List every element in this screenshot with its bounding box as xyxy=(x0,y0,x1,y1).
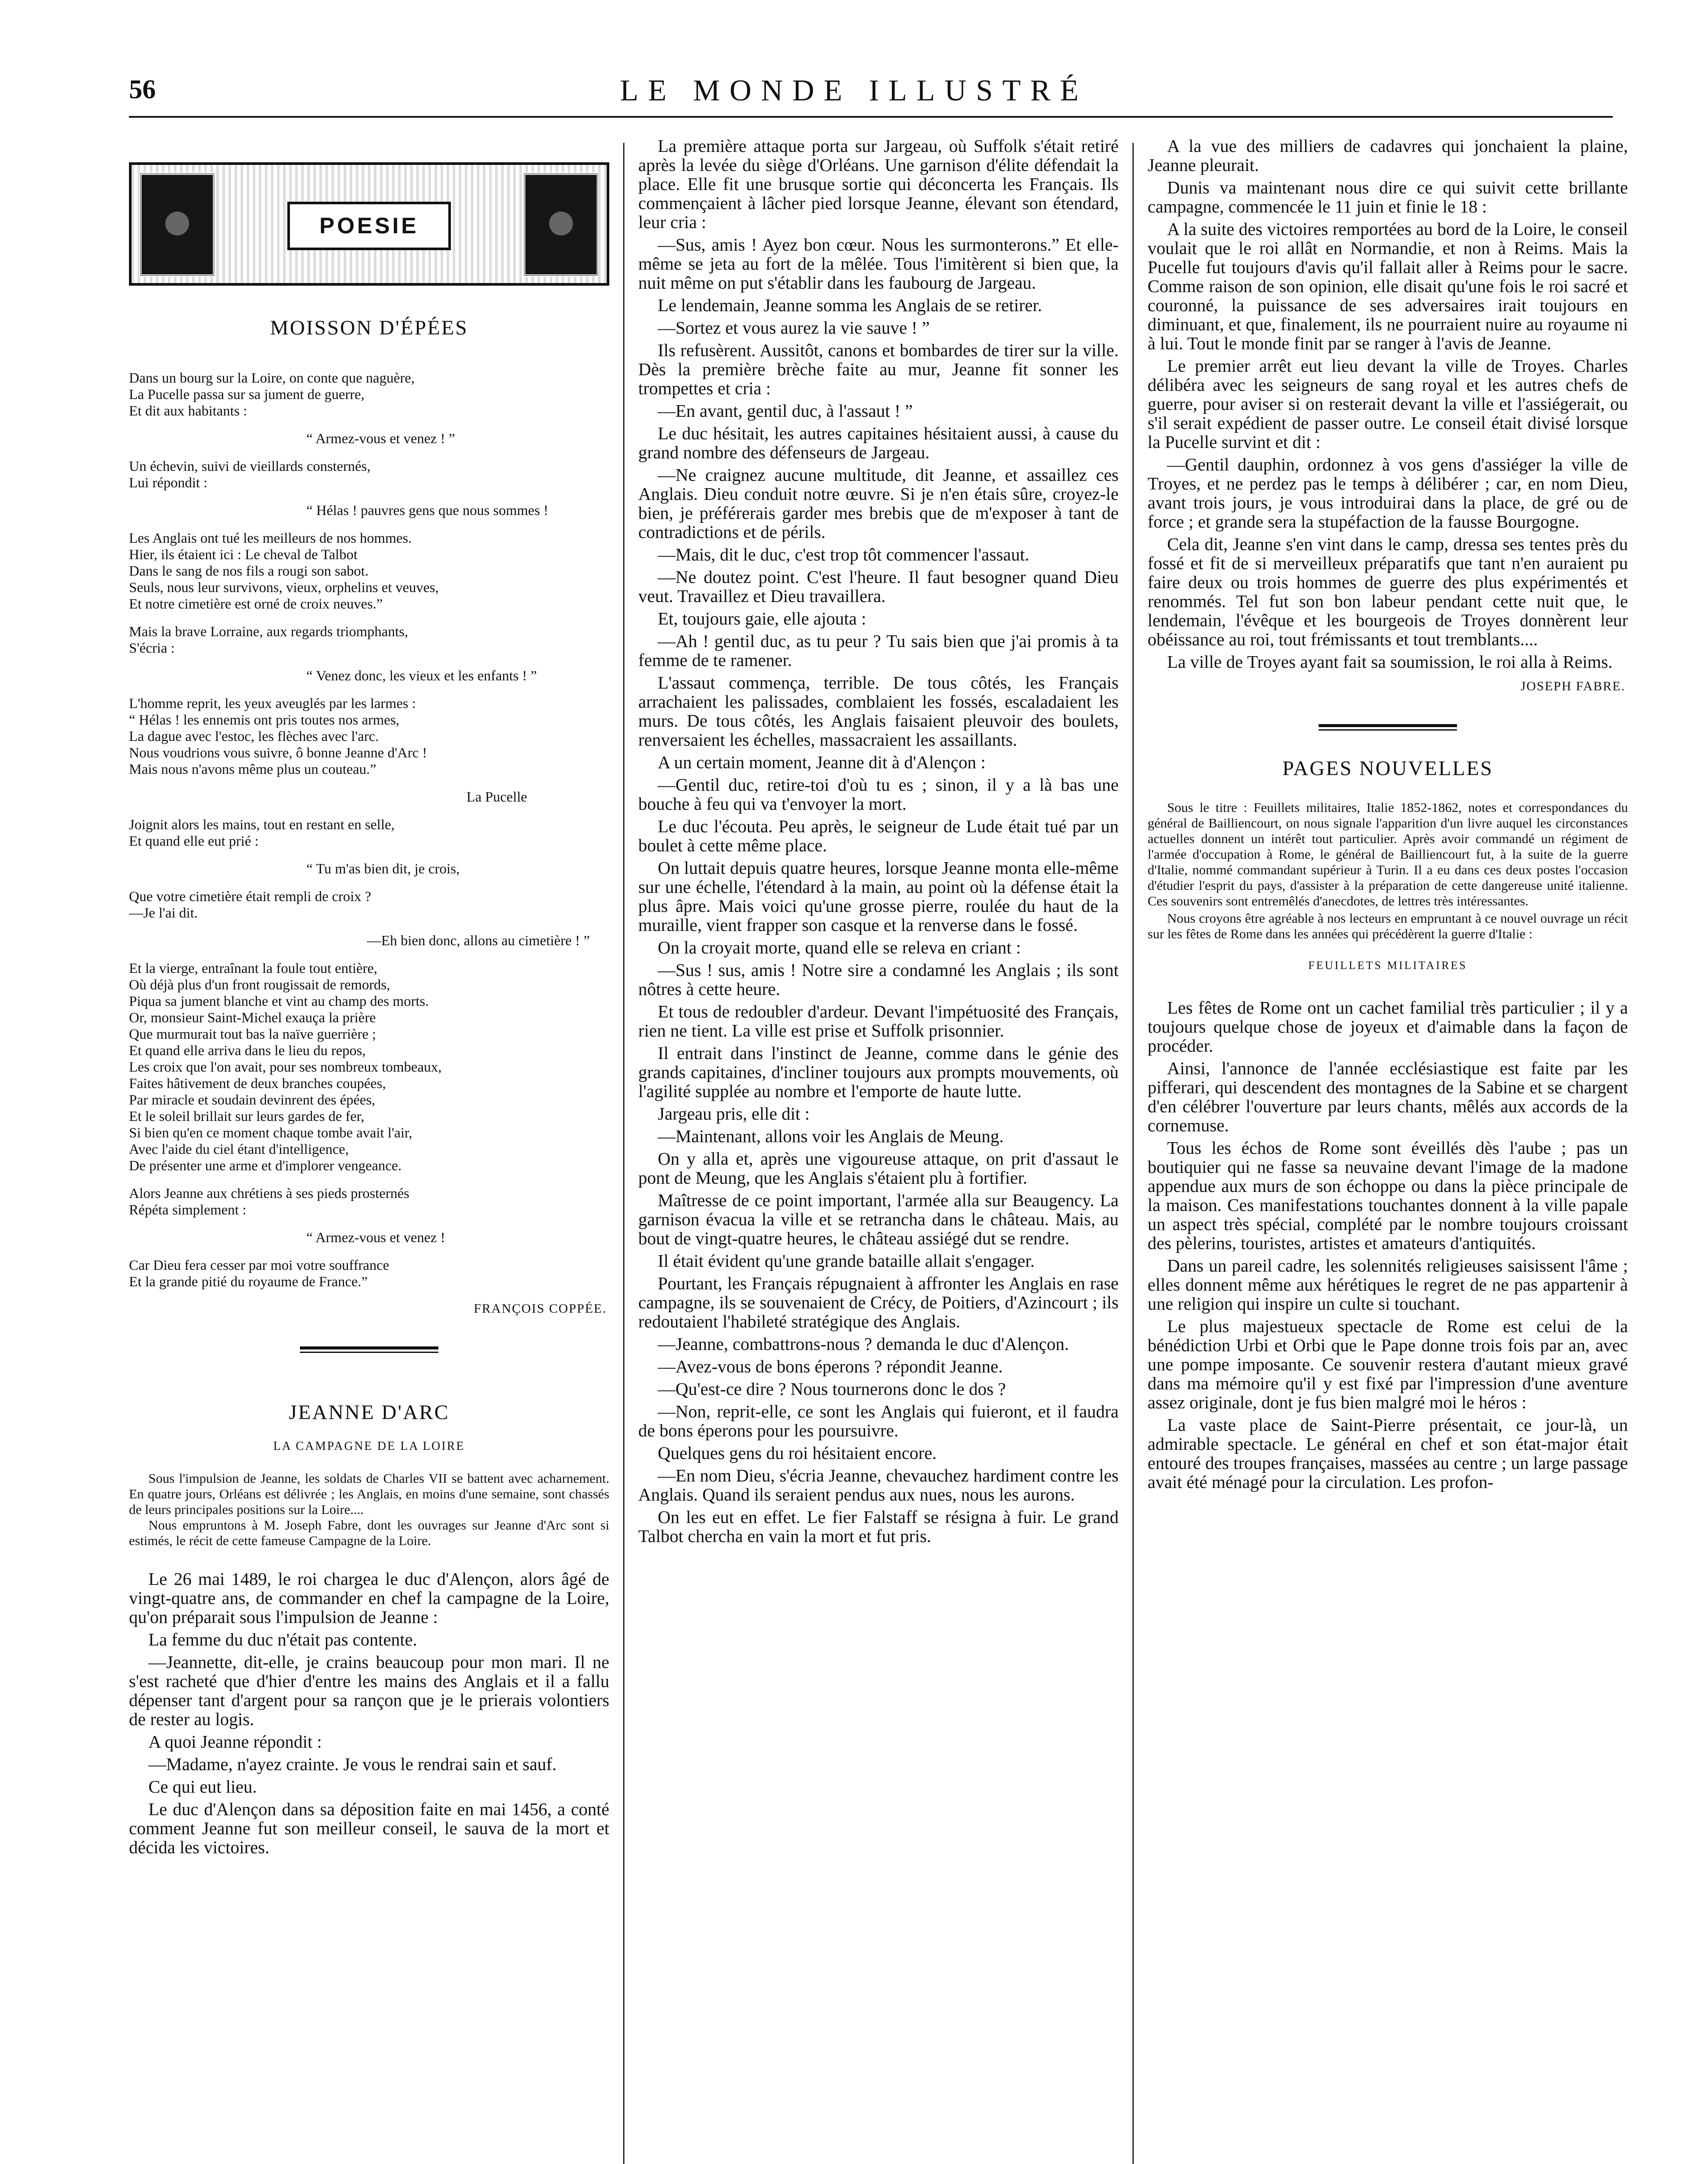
paragraph: —Jeanne, combattrons-nous ? demanda le duc d'Alençon. xyxy=(658,1334,1069,1354)
poem-line: “ Tu m'as bien dit, je crois, xyxy=(306,861,460,877)
poem-line: Alors Jeanne aux chrétiens à ses pieds prosternés xyxy=(129,1186,409,1201)
paragraph: —Madame, n'ayez crainte. Je vous le rendrai sain et sauf. xyxy=(148,1754,557,1774)
poem-line: “ Venez donc, les vieux et les enfants ! ” xyxy=(306,668,537,684)
excerpt-heading: FEUILLETS MILITAIRES xyxy=(1308,959,1467,972)
note-paragraph: Sous le titre : Feuillets militaires, Italie 1852-1862, notes et correspondances du général de Bailliencourt, on nous signale l'apparition d'un livre auquel les circonstances actuelles donnent un intérêt tout particulier. Après avoir commandé un régiment de l'armée d'occupation à Rome, le général de Bailliencourt fut, à la suite de la guerre d'Italie, nommé commandant supérieur à Turin. Il a eu dans ces deux postes l'occasion d'étudier l'esprit du pays, d'assister à la préparation de cette dangereuse unité italienne. Ces souvenirs sont entremêlés d'anecdotes, de lettres très intéressantes. xyxy=(1148,800,1628,908)
poem-line: Car Dieu fera cesser par moi votre souffrance xyxy=(129,1258,389,1273)
paragraph: La ville de Troyes ayant fait sa soumission, le roi alla à Reims. xyxy=(1167,652,1613,672)
poem-stanza xyxy=(129,1230,609,1246)
poem-line: Et notre cimetière est orné de croix neuves.” xyxy=(129,596,383,612)
poem-line: De présenter une arme et d'implorer vengeance. xyxy=(129,1158,402,1174)
section-title: PAGES NOUVELLES xyxy=(1282,757,1493,780)
poem-line: Répéta simplement : xyxy=(129,1202,247,1218)
poem-stanza xyxy=(129,1257,609,1290)
paragraph: Quelques gens du roi hésitaient encore. xyxy=(658,1443,937,1463)
paragraph: Le plus majestueux spectacle de Rome est celui de la bénédiction Urbi et Orbi que le Pape donne trois fois par an, avec une pompe imposante. Ce souvenir restera d'autant mieux gravé dans ma mémoire qu'il y est fixé par l'impression d'une aventure assez originale, dont je fus bien malgré moi le héros : xyxy=(1148,1316,1628,1412)
paragraph: Ils refusèrent. Aussitôt, canons et bombardes de tirer sur la ville. Dès la première brèche faite au mur, Jeanne fit sonner les trompettes et cria : xyxy=(638,340,1119,398)
paragraph: Le duc l'écouta. Peu après, le seigneur de Lude était tué par un boulet à cette même place. xyxy=(638,816,1119,855)
column-1 xyxy=(129,136,609,1860)
paragraph: La première attaque porta sur Jargeau, où Suffolk s'était retiré après la levée du siège d'Orléans. Une garnison d'élite défendait la place. Elle fit une brusque sortie qui déconcerta les Français. Ils commençaient à lâcher pied lorsque Jeanne, élevant son étendard, leur cria : xyxy=(638,136,1119,232)
poem-stanza xyxy=(129,624,609,657)
poem-line: Avec l'aide du ciel étant d'intelligence, xyxy=(129,1142,349,1157)
poem-stanza xyxy=(129,431,609,447)
poem-line: “ Armez-vous et venez ! xyxy=(306,1230,445,1246)
paragraph: —Avez-vous de bons éperons ? répondit Jeanne. xyxy=(658,1356,1003,1376)
paragraph: —Qu'est-ce dire ? Nous tournerons donc le dos ? xyxy=(658,1379,1006,1399)
poem-line: Et dit aux habitants : xyxy=(129,403,248,419)
paragraph: Maîtresse de ce point important, l'armée alla sur Beaugency. La garnison évacua la ville et se retrancha dans le château. Mais, au bout de vingt-quatre heures, le château assiégé dut se rendre. xyxy=(638,1190,1119,1248)
paragraph: —Gentil dauphin, ordonnez à vos gens d'assiéger la ville de Troyes, et ne perdez pas le temps à délibérer ; car, en nom Dieu, avant trois jours, je vous introduirai dans la place, de gré ou de force ; et grande sera la stupéfaction de la fausse Bourgogne. xyxy=(1148,454,1628,531)
poem-line: Et la grande pitié du royaume de France.” xyxy=(129,1274,368,1290)
paragraph: La femme du duc n'était pas contente. xyxy=(148,1629,418,1649)
paragraph: —Gentil duc, retire-toi d'où tu es ; sinon, il y a là bas une bouche à feu qui va t'envoyer la mort. xyxy=(638,775,1119,814)
poem-line: Nous voudrions vous suivre, ô bonne Jeanne d'Arc ! xyxy=(129,745,427,761)
poem-line: Les croix que l'on avait, pour ses nombreux tombeaux, xyxy=(129,1059,442,1075)
poem-body xyxy=(129,370,609,1290)
article-continuation xyxy=(638,136,1119,1546)
ornament-vignette-left xyxy=(139,173,215,277)
poem-line: “ Hélas ! pauvres gens que nous sommes ! xyxy=(306,503,549,518)
poem-signature: FRANÇOIS COPPÉE. xyxy=(473,1301,607,1316)
article-signature: JOSEPH FABRE. xyxy=(1520,679,1625,693)
paragraph: —En avant, gentil duc, à l'assaut ! ” xyxy=(658,401,913,421)
paragraph: —Sus, amis ! Ayez bon cœur. Nous les surmonterons.” Et elle-même se jeta au fort de la mêlée. Tous l'imitèrent si bien que, la nuit même on put s'établir dans les faubourg de Jargeau. xyxy=(638,235,1119,293)
paragraph: A la suite des victoires remportées au bord de la Loire, le conseil voulait que le roi allât en Normandie, et non à Reims. Mais la Pucelle fut toujours d'avis qu'il fallait aller à Reims pour le sacre. Comme raison de son opinion, elle disait qu'une fois le roi sacré et couronné, la puissance de ses adversaires irait toujours en diminuant, et que, finalement, ils ne pourraient nuire au royaume ni à lui. Tout le monde finit par se ranger à l'avis de Jeanne. xyxy=(1148,219,1628,353)
paragraph: Ainsi, l'annonce de l'année ecclésiastique est faite par les pifferari, qui descendent des montagnes de la Sabine et se chargent d'en célébrer l'ouverture par leurs chants, mêlés aux accords de la cornemuse. xyxy=(1148,1058,1628,1135)
paragraph: —Ne craignez aucune multitude, dit Jeanne, et assaillez ces Anglais. Dieu conduit notre œuvre. Si je n'en étais sûre, croyez-le bien, je préférerais garder mes brebis que de m'exposer à tant de contradictions et de périls. xyxy=(638,465,1119,542)
poem-stanza xyxy=(129,1185,609,1218)
poem-line: “ Armez-vous et venez ! ” xyxy=(306,431,455,447)
intro-paragraph: Sous l'impulsion de Jeanne, les soldats de Charles VII se battent avec acharnement. En quatre jours, Orléans est délivrée ; les Anglais, en moins d'une semaine, sont chassés de leurs principales positions sur la Loire.... xyxy=(129,1471,609,1517)
poem-line: Un échevin, suivi de vieillards consternés, xyxy=(129,459,371,474)
poem-line: Où déjà plus d'un front rougissait de remords, xyxy=(129,977,390,993)
paragraph: —Ne doutez point. C'est l'heure. Il faut besogner quand Dieu veut. Travaillez et Dieu travaillera. xyxy=(638,567,1119,606)
poem-line: Mais nous n'avons même plus un couteau.” xyxy=(129,762,376,777)
paragraph: A quoi Jeanne répondit : xyxy=(148,1732,322,1752)
poem-stanza xyxy=(129,502,609,519)
poetry-banner xyxy=(129,162,609,286)
paragraph: Il entrait dans l'instinct de Jeanne, comme dans le génie des grands capitaines, d'incliner toujours aux prompts mouvements, où l'agilité supplée au nombre et l'emporte de haute lutte. xyxy=(638,1043,1119,1101)
ornament-vignette-right xyxy=(523,173,599,277)
poem-stanza xyxy=(129,530,609,612)
poem-stanza xyxy=(129,668,609,684)
poem-line: Et quand elle eut prié : xyxy=(129,834,259,849)
poem-line: La dague avec l'estoc, les flèches avec l'arc. xyxy=(129,729,379,744)
note-paragraph: Nous croyons être agréable à nos lecteurs en empruntant à ce nouvel ouvrage un récit sur les fêtes de Rome dans les années qui précédèrent la guerre d'Italie : xyxy=(1148,911,1628,941)
poem-line: Or, monsieur Saint-Michel exauça la prière xyxy=(129,1010,376,1026)
paragraph: Le lendemain, Jeanne somma les Anglais de se retirer. xyxy=(658,295,1042,315)
paragraph: —Sortez et vous aurez la vie sauve ! ” xyxy=(658,318,930,338)
paragraph: Il était évident qu'une grande bataille allait s'engager. xyxy=(658,1251,1035,1271)
poem-stanza xyxy=(129,960,609,1174)
paragraph: —Ah ! gentil duc, as tu peur ? Tu sais bien que j'ai promis à ta femme de te ramener. xyxy=(638,631,1119,670)
paragraph: La vaste place de Saint-Pierre présentait, ce jour-là, un admirable spectacle. Le général en chef et son état-major était entouré des troupes françaises, massées au centre ; un large passage avait été ménagé pour la circulation. Les profon- xyxy=(1148,1415,1628,1492)
poem-line: Hier, ils étaient ici : Le cheval de Talbot xyxy=(129,547,358,563)
poem-line: S'écria : xyxy=(129,641,175,656)
paragraph: Le duc hésitait, les autres capitaines hésitaient aussi, à cause du grand nombre des défenseurs de Jargeau. xyxy=(638,423,1119,462)
paragraph: —Sus ! sus, amis ! Notre sire a condamné les Anglais ; ils sont nôtres à cette heure. xyxy=(638,960,1119,999)
paragraph: Dans un pareil cadre, les solennités religieuses saisissent l'âme ; elles donnent même aux hérétiques le regret de ne pas appartenir à une religion qui inspire un culte si touchant. xyxy=(1148,1256,1628,1314)
paragraph: Dunis va maintenant nous dire ce qui suivit cette brillante campagne, commencée le 11 juin et finie le 18 : xyxy=(1148,177,1628,216)
poem-line: “ Hélas ! les ennemis ont pris toutes nos armes, xyxy=(129,712,400,728)
poem-line: Dans un bourg sur la Loire, on conte que naguère, xyxy=(129,370,415,386)
article-body xyxy=(129,1569,609,1857)
poem-line: Que votre cimetière était rempli de croix ? xyxy=(129,889,371,905)
paragraph: Le duc d'Alençon dans sa déposition faite en mai 1456, a conté comment Jeanne fut son meilleur conseil, le sauva de la mort et décida les victoires. xyxy=(129,1799,609,1857)
poem-line: Piqua sa jument blanche et vint au champ des morts. xyxy=(129,994,429,1009)
poem-line: Et quand elle arriva dans le lieu du repos, xyxy=(129,1043,366,1059)
paragraph: Le premier arrêt eut lieu devant la ville de Troyes. Charles délibéra avec les seigneurs de sang royal et les autres chefs de guerre, pour aviser si on resterait devant la ville et l'assiégerait, ou s'il serait expédient de passer outre. Le conseil était divisé lorsque la Pucelle survint et dit : xyxy=(1148,356,1628,452)
paragraph: On les eut en effet. Le fier Falstaff se résigna à fuir. Le grand Talbot chercha en vain la mort et fut pris. xyxy=(638,1507,1119,1546)
section-rule xyxy=(300,1346,438,1353)
paragraph: —Maintenant, allons voir les Anglais de Meung. xyxy=(658,1126,1004,1146)
paragraph: Jargeau pris, elle dit : xyxy=(658,1104,810,1124)
poem-line: Joignit alors les mains, tout en restant en selle, xyxy=(129,817,395,833)
paragraph: Et, toujours gaie, elle ajouta : xyxy=(658,609,866,628)
poem-line: Par miracle et soudain devinrent des épées, xyxy=(129,1092,376,1108)
paragraph: On la croyait morte, quand elle se releva en criant : xyxy=(658,937,1021,957)
paragraph: Et tous de redoubler d'ardeur. Devant l'impétuosité des Français, rien ne tient. La ville est prise et Suffolk prisonnier. xyxy=(638,1001,1119,1040)
paragraph: Le 26 mai 1489, le roi chargea le duc d'Alençon, alors âgé de vingt-quatre ans, de commander en chef la campagne de la Loire, qu'on préparait sous l'impulsion de Jeanne : xyxy=(129,1569,609,1627)
poem-line: Et le soleil brillait sur leurs gardes de fer, xyxy=(129,1109,364,1124)
section-rule xyxy=(1319,724,1457,731)
poem-stanza xyxy=(129,789,609,805)
poem-line: —Je l'ai dit. xyxy=(129,905,198,921)
poem-line: Si bien qu'en ce moment chaque tombe avait l'air, xyxy=(129,1125,412,1141)
intro-paragraph: Nous empruntons à M. Joseph Fabre, dont les ouvrages sur Jeanne d'Arc sont si estimés, le récit de cette fameuse Campagne de la Loire. xyxy=(129,1517,609,1548)
poem-line: La Pucelle xyxy=(466,789,528,805)
poem-line: Faites hâtivement de deux branches coupées, xyxy=(129,1076,386,1092)
book-notes xyxy=(1148,800,1628,942)
masthead-title: LE MONDE ILLUSTRÉ xyxy=(620,74,1088,107)
excerpt-body xyxy=(1148,998,1628,1491)
poem-stanza xyxy=(129,889,609,921)
poem-line: Seuls, nous leur survivons, vieux, orphelins et veuves, xyxy=(129,580,439,596)
paragraph: —Non, reprit-elle, ce sont les Anglais qui fuieront, et il faudra de bons éperons pour les poursuivre. xyxy=(638,1401,1119,1440)
column-separator xyxy=(1132,143,1134,2164)
poem-line: Les Anglais ont tué les meilleurs de nos hommes. xyxy=(129,531,412,546)
paragraph: Les fêtes de Rome ont un cachet familial très particulier ; il y a toujours quelque chose de joyeux et d'aimable dans la façon de procéder. xyxy=(1148,998,1628,1056)
poem-stanza xyxy=(129,933,609,949)
poem-stanza xyxy=(129,458,609,491)
poem-line: Mais la brave Lorraine, aux regards triomphants, xyxy=(129,624,409,640)
paragraph: On luttait depuis quatre heures, lorsque Jeanne monta elle-même sur une échelle, l'étendard à la main, au point où la défense était la plus âpre. Mais voici qu'une grosse pierre, roulée du haut de la muraille, vient frapper son casque et la renverse dans le fossé. xyxy=(638,858,1119,935)
paragraph: —Mais, dit le duc, c'est trop tôt commencer l'assaut. xyxy=(658,544,1029,564)
poem-line: —Eh bien donc, allons au cimetière ! ” xyxy=(367,933,590,949)
paragraph: On y alla et, après une vigoureuse attaque, on prit d'assaut le pont de Meung, que les Anglais s'étaient plu à fortifier. xyxy=(638,1149,1119,1188)
article-continuation xyxy=(1148,136,1628,671)
paragraph: A un certain moment, Jeanne dit à d'Alençon : xyxy=(658,752,986,772)
poem-stanza xyxy=(129,696,609,778)
header-rule xyxy=(129,116,1613,118)
article-title: JEANNE D'ARC xyxy=(289,1401,450,1424)
poem-line: L'homme reprit, les yeux aveuglés par les larmes : xyxy=(129,696,416,712)
poem-stanza xyxy=(129,370,609,419)
poem-line: Que murmurait tout bas la naïve guerrière ; xyxy=(129,1027,376,1042)
page-number: 56 xyxy=(129,75,156,104)
poem-line: La Pucelle passa sur sa jument de guerre, xyxy=(129,387,365,403)
column-3 xyxy=(1148,136,1628,1495)
poem-line: Et la vierge, entraînant la foule tout entière, xyxy=(129,961,377,976)
poem-line: Lui répondit : xyxy=(129,475,208,491)
article-subtitle: LA CAMPAGNE DE LA LOIRE xyxy=(273,1439,465,1453)
column-separator xyxy=(623,143,624,2164)
paragraph: Ce qui eut lieu. xyxy=(148,1777,257,1797)
paragraph: —Jeannette, dit-elle, je crains beaucoup pour mon mari. Il ne s'est racheté que d'hier d'entre les mains des Anglais et il a fallu dépenser tant d'argent pour sa rançon que je le prierais volontiers de rester au logis. xyxy=(129,1652,609,1729)
column-2 xyxy=(638,136,1119,1549)
poem-stanza xyxy=(129,817,609,850)
banner-label: POESIE xyxy=(287,202,451,250)
paragraph: Pourtant, les Français répugnaient à affronter les Anglais en rase campagne, ils se souvenaient de Crécy, de Poitiers, d'Azincourt ; ils redoutaient l'habileté stratégique des Anglais. xyxy=(638,1273,1119,1331)
poem-line: Dans le sang de nos fils a rougi son sabot. xyxy=(129,564,369,579)
poem-stanza xyxy=(129,861,609,877)
paragraph: —En nom Dieu, s'écria Jeanne, chevauchez hardiment contre les Anglais. Quand ils seraient pendus aux nues, nous les aurons. xyxy=(638,1465,1119,1504)
paragraph: L'assaut commença, terrible. De tous côtés, les Français arrachaient les palissades, comblaient les fossés, escaladaient les murs. De tous côtés, les Anglais faisaient pleuvoir des boulets, renversaient les échelles, massacraient les assaillants. xyxy=(638,673,1119,750)
paragraph: Cela dit, Jeanne s'en vint dans le camp, dressa ses tentes près du fossé et fit de si merveilleux préparatifs que tant n'en auraient pu faire deux ou trois hommes de guerre des plus expérimentés et renommés. Tel fut son bon labeur pendant cette nuit que, le lendemain, l'évêque et les bourgeois de Troyes donnèrent leur obéissance au roi, tout frémissants et tout tremblants.... xyxy=(1148,534,1628,649)
paragraph: A la vue des milliers de cadavres qui jonchaient la plaine, Jeanne pleurait. xyxy=(1148,136,1628,175)
paragraph: Tous les échos de Rome sont éveillés dès l'aube ; pas un boutiquier qui ne fasse sa neuvaine devant l'image de la madone appendue aux murs de son échoppe ou dans la pièce principale de la maison. Ces manifestations touchantes donnent à la ville papale un aspect très spécial, complété par le nombre toujours croissant des pèlerins, touristes, artistes et amateurs d'antiquités. xyxy=(1148,1138,1628,1253)
poem-title: MOISSON D'ÉPÉES xyxy=(270,316,468,339)
